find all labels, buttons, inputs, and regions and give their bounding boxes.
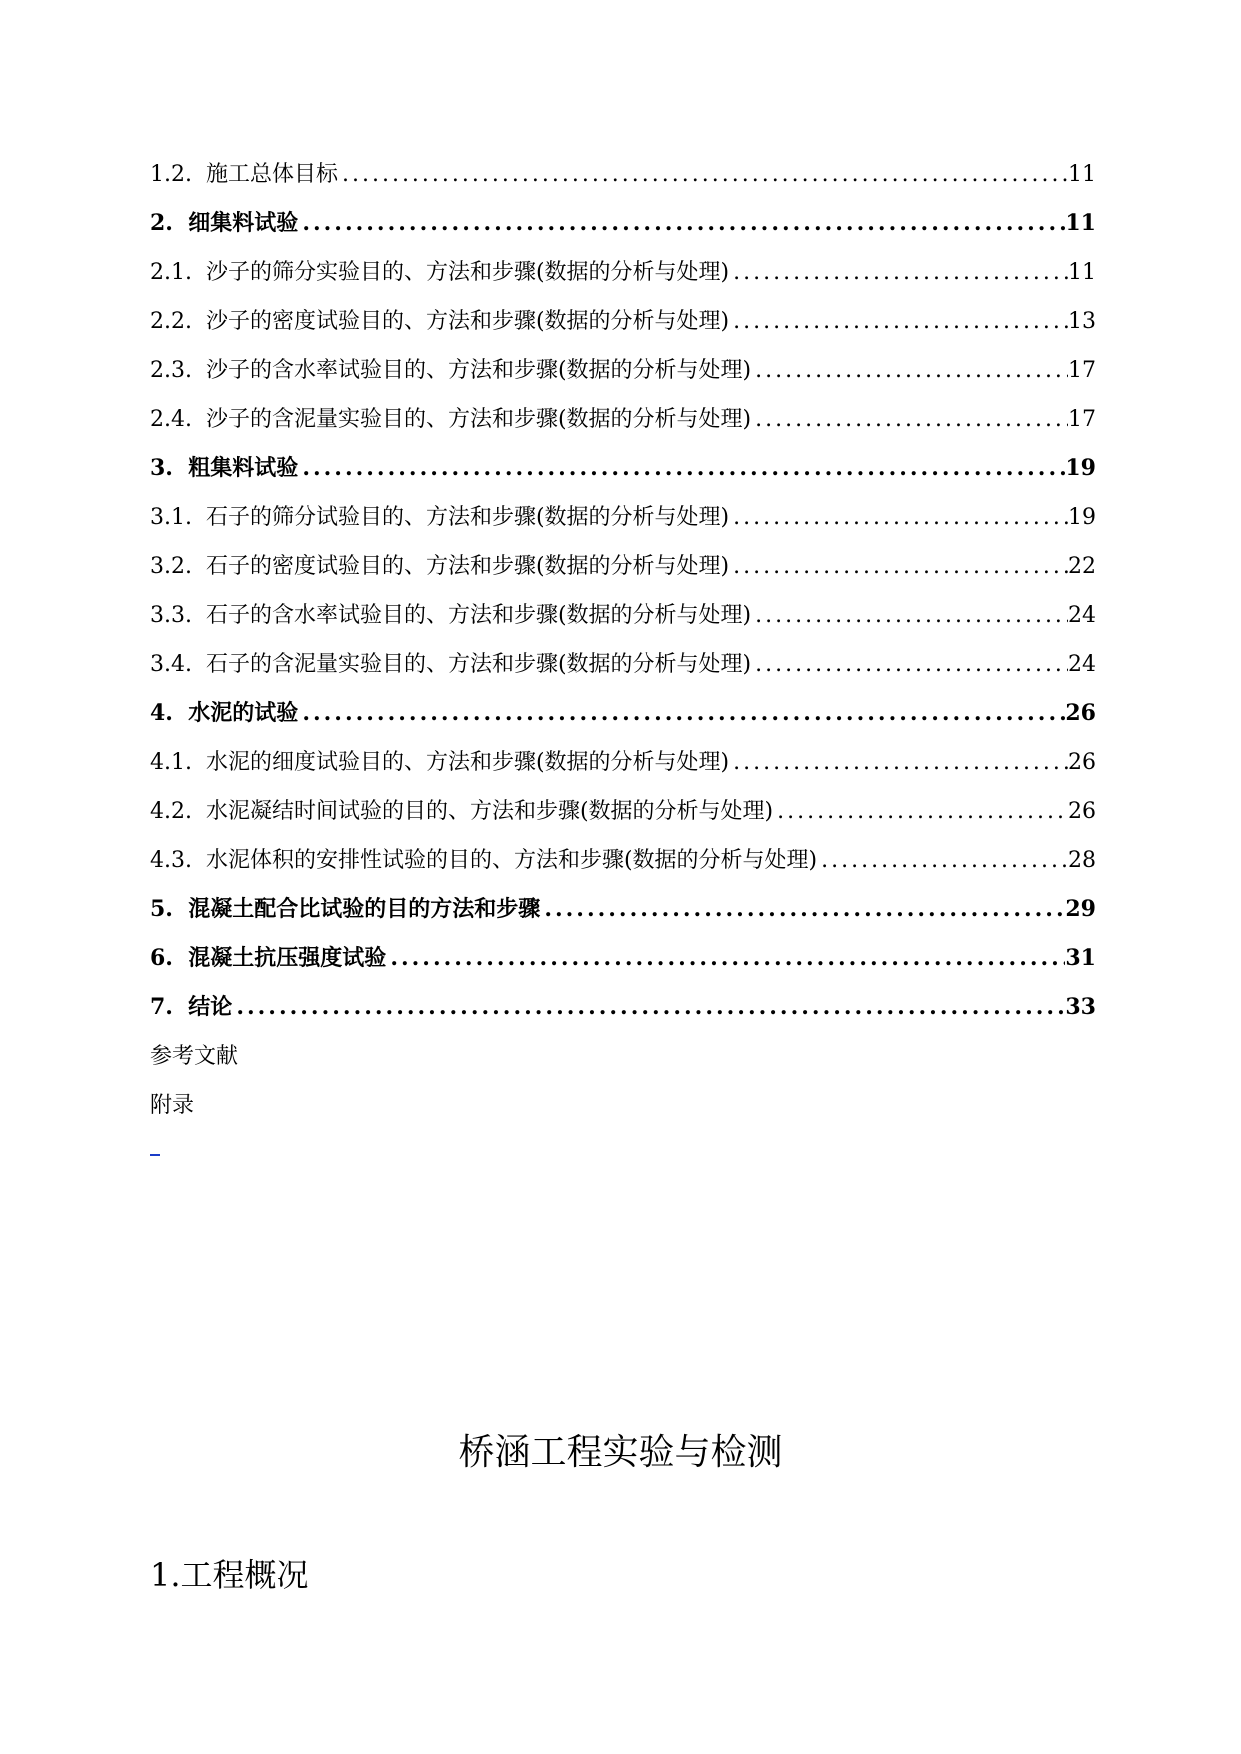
toc-dot-leader [773, 787, 1068, 836]
toc-entry-number: 6. [150, 945, 189, 971]
toc-dot-leader [729, 493, 1068, 542]
toc-dot-leader [817, 836, 1068, 885]
toc-entry-page: 26 [1065, 700, 1096, 726]
toc-entry-title: 沙子的含泥量实验目的、方法和步骤(数据的分析与处理) [205, 407, 752, 432]
toc-entry-page: 13 [1068, 309, 1096, 334]
toc-entry-number: 4.2. [150, 799, 206, 824]
toc-entry-number: 4.3. [150, 848, 206, 873]
toc-entry-2-2[interactable] [150, 297, 1096, 346]
toc-entry-title: 水泥的细度试验目的、方法和步骤(数据的分析与处理) [205, 750, 730, 775]
toc-entry-2-4[interactable] [150, 395, 1096, 444]
toc-entry-title: 水泥的试验 [188, 700, 299, 726]
toc-dot-leader [298, 199, 1065, 248]
toc-entry-page: 31 [1065, 945, 1096, 971]
toc-entry-2[interactable] [150, 199, 1096, 248]
toc-entry-title: 细集料试验 [188, 210, 299, 236]
toc-entry-page: 28 [1068, 848, 1096, 873]
toc-entry-4-1[interactable] [150, 738, 1096, 787]
toc-dot-leader [751, 640, 1068, 689]
toc-entry-title: 石子的含水率试验目的、方法和步骤(数据的分析与处理) [205, 603, 752, 628]
toc-dot-leader [540, 885, 1065, 934]
section-heading: 1.工程概况 [150, 1556, 309, 1594]
toc-entry-6[interactable] [150, 934, 1096, 983]
toc-dot-leader [751, 395, 1068, 444]
toc-entry-5[interactable] [150, 885, 1096, 934]
toc-entry-page: 11 [1068, 162, 1096, 187]
toc-entry-page: 11 [1068, 260, 1096, 285]
toc-entry-title: 结论 [188, 994, 233, 1020]
toc-entry-page: 17 [1068, 358, 1096, 383]
toc-entry-number: 2.1. [150, 260, 206, 285]
toc-entry-2-3[interactable] [150, 346, 1096, 395]
toc-entry-title: 石子的含泥量实验目的、方法和步骤(数据的分析与处理) [205, 652, 752, 677]
toc-entry-2-1[interactable] [150, 248, 1096, 297]
toc-entry-title: 水泥凝结时间试验的目的、方法和步骤(数据的分析与处理) [205, 799, 774, 824]
toc-dot-leader [298, 444, 1065, 493]
toc-entry-4[interactable] [150, 689, 1096, 738]
toc-entry-number: 3.1. [150, 505, 206, 530]
toc-dot-leader [298, 689, 1065, 738]
toc-entry-7[interactable] [150, 983, 1096, 1032]
table-of-contents [150, 150, 1096, 1130]
toc-entry-number: 7. [150, 994, 189, 1020]
toc-dot-leader [386, 934, 1065, 983]
toc-entry-page: 29 [1065, 896, 1096, 922]
toc-entry-3-4[interactable] [150, 640, 1096, 689]
toc-entry-page: 19 [1065, 455, 1096, 481]
toc-entry-page: 17 [1068, 407, 1096, 432]
toc-entry-title: 混凝土抗压强度试验 [188, 945, 387, 971]
toc-entry-number: 3.4. [150, 652, 206, 677]
toc-entry-number: 2. [150, 210, 189, 236]
toc-entry-1-2[interactable] [150, 150, 1096, 199]
toc-entry-page: 19 [1068, 505, 1096, 530]
toc-entry-page: 24 [1068, 603, 1096, 628]
toc-entry-number: 2.3. [150, 358, 206, 383]
toc-entry-3-1[interactable] [150, 493, 1096, 542]
toc-entry-4-3[interactable] [150, 836, 1096, 885]
text-cursor-mark [150, 1154, 160, 1156]
toc-entry-number: 3.2. [150, 554, 206, 579]
toc-entry-title: 水泥体积的安排性试验的目的、方法和步骤(数据的分析与处理) [205, 848, 818, 873]
toc-entry-title: 沙子的含水率试验目的、方法和步骤(数据的分析与处理) [205, 358, 752, 383]
toc-dot-leader [232, 983, 1065, 1032]
toc-entry-number: 1.2. [150, 162, 206, 187]
toc-entry-number: 3. [150, 455, 189, 481]
toc-entry-3-3[interactable] [150, 591, 1096, 640]
toc-entry-title: 施工总体目标 [205, 162, 338, 187]
toc-dot-leader [751, 591, 1068, 640]
toc-entry-number: 4.1. [150, 750, 206, 775]
toc-entry-title: 混凝土配合比试验的目的方法和步骤 [188, 896, 541, 922]
toc-entry-number: 5. [150, 896, 189, 922]
toc-dot-leader [751, 346, 1068, 395]
toc-entry-title: 石子的密度试验目的、方法和步骤(数据的分析与处理) [205, 554, 730, 579]
toc-dot-leader [338, 150, 1068, 199]
toc-entry-3[interactable] [150, 444, 1096, 493]
document-title: 桥涵工程实验与检测 [458, 1432, 783, 1473]
toc-entry-number: 2.4. [150, 407, 206, 432]
toc-entry-3-2[interactable] [150, 542, 1096, 591]
toc-entry-page: 11 [1065, 210, 1096, 236]
toc-entry-number: 4. [150, 700, 189, 726]
toc-entry-number: 2.2. [150, 309, 206, 334]
toc-entry-title: 石子的筛分试验目的、方法和步骤(数据的分析与处理) [205, 505, 730, 530]
toc-entry-page: 33 [1065, 994, 1096, 1020]
toc-entry-page: 26 [1068, 750, 1096, 775]
toc-entry-page: 26 [1068, 799, 1096, 824]
toc-entry-title: 沙子的密度试验目的、方法和步骤(数据的分析与处理) [205, 309, 730, 334]
toc-dot-leader [729, 297, 1068, 346]
toc-entry-appendix[interactable]: 附录 [150, 1093, 195, 1118]
toc-entry-page: 24 [1068, 652, 1096, 677]
toc-dot-leader [729, 738, 1068, 787]
toc-dot-leader [729, 542, 1068, 591]
toc-entry-references[interactable]: 参考文献 [150, 1044, 239, 1069]
toc-entry-title: 沙子的筛分实验目的、方法和步骤(数据的分析与处理) [205, 260, 730, 285]
toc-dot-leader [729, 248, 1068, 297]
toc-entry-4-2[interactable] [150, 787, 1096, 836]
toc-entry-page: 22 [1068, 554, 1096, 579]
toc-entry-number: 3.3. [150, 603, 206, 628]
toc-entry-title: 粗集料试验 [188, 455, 299, 481]
